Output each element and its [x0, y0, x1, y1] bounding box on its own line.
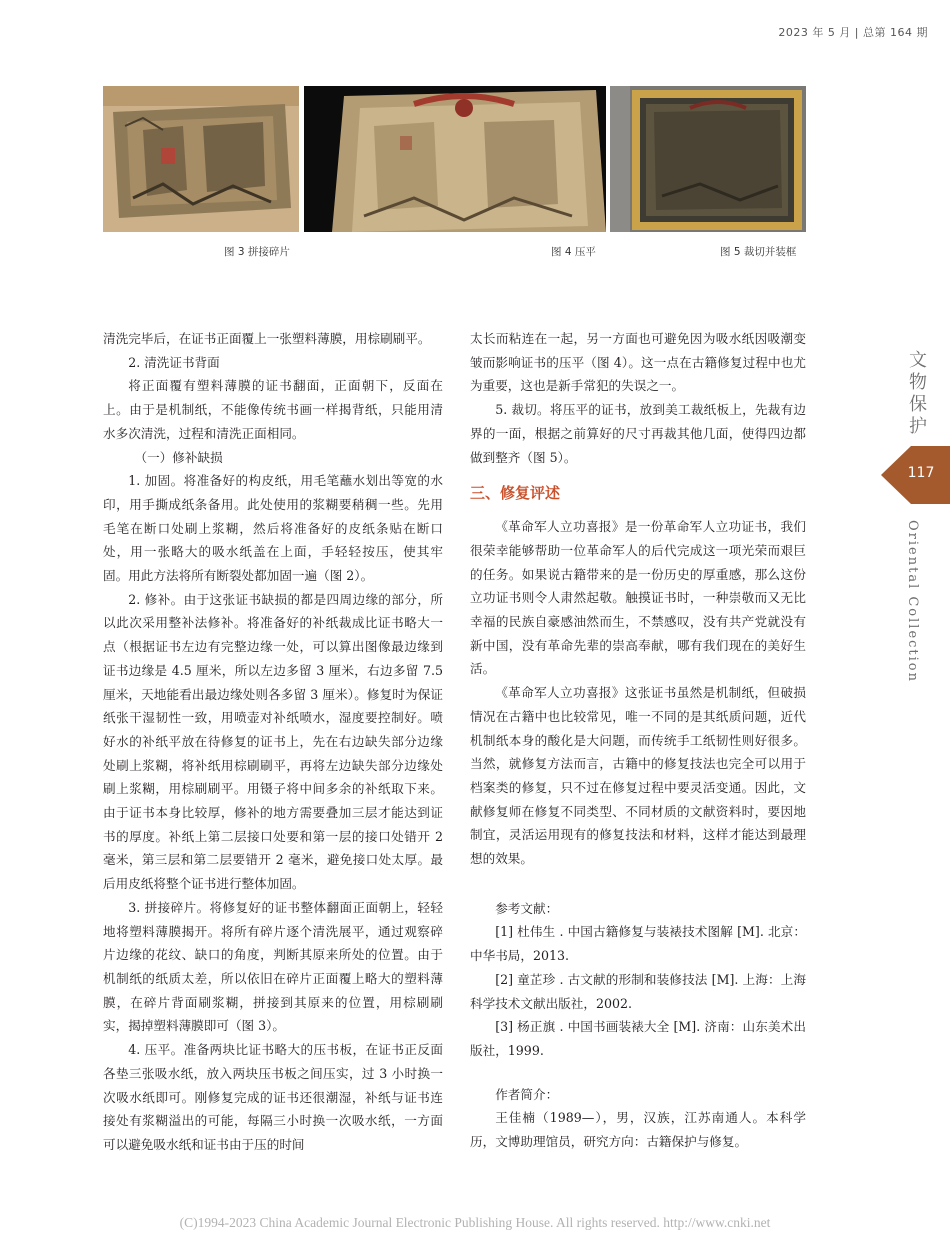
body-paragraph: 太长而粘连在一起，另一方面也可避免因为吸水纸因吸潮变皱而影响证书的压平（图 4）。这一点在古籍修复过程中也尤为重要，这也是新手常犯的失误之一。 [470, 331, 806, 394]
body-paragraph: 3. 拼接碎片。将修复好的证书整体翻面正面朝上，轻轻地将塑料薄膜揭开。将所有碎片逐个清洗展平，通过观察碎片边缘的花纹、缺口的角度，判断其原来所处的位置。由于机制纸的纸质太差，所以依旧在碎片正面覆上略大的塑料薄膜，在碎片背面刷浆糊，拼接到其原来的位置，用棕刷刷实，揭掉塑料薄膜即可（图 3）。 [103, 899, 443, 1034]
figure-3-caption: 图 3 拼接碎片 [224, 246, 290, 258]
left-column [103, 327, 443, 1157]
section-title: 三、修复评述 [470, 484, 561, 503]
subheading: （一）修补缺损 [134, 449, 223, 465]
body-paragraph: 《革命军人立功喜报》是一份革命军人立功证书，我们很荣幸能够帮助一位革命军人的后代完成这一项光荣而艰巨的任务。如果说古籍带来的是一份历史的厚重感，那么这份立功证书则令人肃然起敬。触摸证书时，一种崇敬而又无比幸福的民族自豪感油然而生，不禁感叹，没有共产党就没有新中国，没有革命先辈的崇高奉献，哪有我们现在的美好生活。 [470, 519, 806, 677]
subheading: 2. 清洗证书背面 [128, 354, 220, 370]
page-number: 117 [907, 465, 935, 481]
section-label-english: Oriental Collection [905, 520, 920, 684]
reference-item: [1] 杜伟生 . 中国古籍修复与装裱技术图解 [M]. 北京：中华书局，2013. [470, 924, 806, 964]
copyright-footer: (C)1994-2023 China Academic Journal Electronic Publishing House. All rights reserved. http://www.cnki.net [179, 1215, 771, 1230]
section-label-chinese: 文物保护 [909, 350, 927, 437]
author-bio: 王佳楠（1989—），男，汉族，江苏南通人。本科学历，文博助理馆员，研究方向：古籍保护与修复。 [470, 1110, 806, 1150]
body-paragraph: 清洗完毕后，在证书正面覆上一张塑料薄膜，用棕刷刷平。 [103, 331, 431, 346]
references-title: 参考文献： [495, 900, 559, 916]
reference-item: [3] 杨正旗 . 中国书画装裱大全 [M]. 济南：山东美术出版社，1999. [470, 1019, 806, 1058]
body-paragraph: 将正面覆有塑料薄膜的证书翻面，正面朝下，反面在上。由于是机制纸，不能像传统书画一样揭背纸，只能用清水多次清洗，过程和清洗正面相同。 [103, 378, 443, 441]
body-paragraph: 4. 压平。准备两块比证书略大的压书板，在证书正反面各垫三张吸水纸，放入两块压书板之间压实，过 3 小时换一次吸水纸即可。刚修复完成的证书还很潮湿，补纸与证书连接处有浆糊溢出的可能，每隔三小时换一次吸水纸，一方面可以避免吸水纸和证书由于压的时间 [103, 1042, 443, 1152]
figure-5-caption: 图 5 裁切并装框 [720, 246, 797, 258]
right-column [470, 327, 806, 1154]
body-paragraph: 2. 修补。由于这张证书缺损的都是四周边缘的部分，所以此次采用整补法修补。将准备好的补纸裁成比证书略大一点（根据证书左边有完整边缘一处，可以算出图像最边缘到证书边缘是 4.5 厘米，所以左边多留 3 厘米，右边多留 7.5 厘米，天地能看出最边缘处则各多留 3 厘米）。修复时为保证纸张干湿韧性一致，用喷壶对补纸喷水，湿度要控制好。喷好水的补纸平放在待修复的证书上，先在右边缺失部分边缘处刷上浆糊，将补纸用棕刷刷平，再将左边缺失部分边缘处刷上浆糊，用棕刷刷平。用镊子将中间多余的补纸取下来。由于证书本身比较厚，修补的地方需要叠加三层才能达到证书的厚度。补纸上第二层接口处要和第一层的接口处错开 2 毫米，第三层和第二层要错开 2 毫米，避免接口处太厚。最后用皮纸将整个证书进行整体加固。 [103, 591, 443, 892]
reference-item: [2] 童芷珍 . 古文献的形制和装修技法 [M]. 上海：上海科学技术文献出版社，2002. [470, 971, 806, 1011]
figure-3-image [103, 86, 299, 232]
issue-info: 2023 年 5 月 | 总第 164 期 [778, 26, 928, 39]
figure-5-image [610, 86, 806, 232]
figure-4-caption: 图 4 压平 [551, 246, 596, 258]
body-paragraph: 1. 加固。将准备好的构皮纸，用毛笔蘸水划出等宽的水印，用手撕成纸条备用。此处使用的浆糊要稍稠一些。先用毛笔在断口处刷上浆糊，然后将准备好的皮纸条贴在断口处，用一张略大的吸水纸盖在上面，手轻轻按压，使其牢固。用此方法将所有断裂处都加固一遍（图 2）。 [103, 473, 443, 584]
body-paragraph: 5. 裁切。将压平的证书，放到美工裁纸板上，先裁有边界的一面，根据之前算好的尺寸再裁其他几面，使得四边都做到整齐（图 5）。 [470, 402, 806, 465]
author-title: 作者简介： [495, 1086, 559, 1102]
body-paragraph: 《革命军人立功喜报》这张证书虽然是机制纸，但破损情况在古籍中也比较常见，唯一不同的是其纸质问题，近代机制纸本身的酸化是大问题，而传统手工纸韧性则好很多。当然，就修复方法而言，古籍中的修复技法也完全可以用于档案类的修复，只不过在修复过程中要灵活变通。因此，文献修复师在修复不同类型、不同材质的文献资料时，要因地制宜，灵活运用现有的修复技法和材料，这样才能达到最理想的效果。 [470, 685, 806, 867]
figure-4-image [304, 86, 606, 232]
